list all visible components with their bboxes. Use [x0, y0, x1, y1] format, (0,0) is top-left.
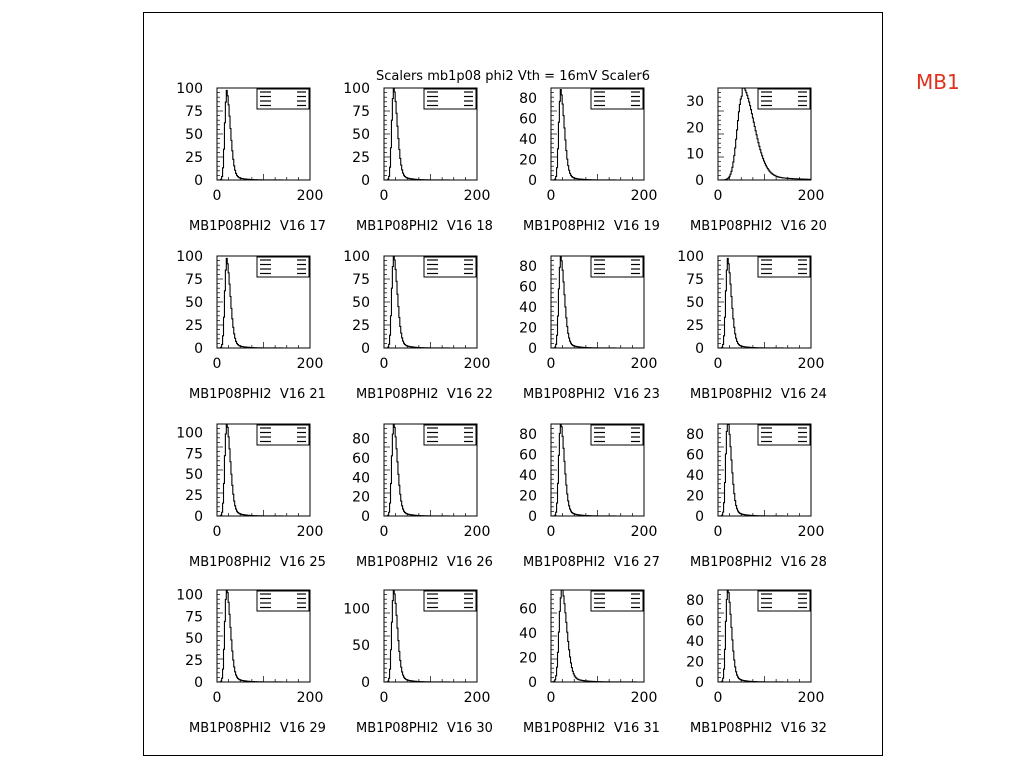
x-tick-label: 200 — [296, 356, 324, 372]
x-tick-label: 200 — [296, 690, 324, 706]
histogram-label: MB1P08PHI2 V16 30 — [356, 721, 493, 736]
y-tick-label: 50 — [352, 638, 370, 655]
y-tick-label: 75 — [185, 272, 203, 288]
x-tick-label: 0 — [546, 690, 556, 706]
x-tick-label: 200 — [463, 690, 491, 706]
y-tick-label: 80 — [519, 91, 537, 108]
histogram-panel — [677, 249, 827, 402]
y-tick-label: 0 — [361, 509, 370, 525]
x-tick-label: 0 — [713, 524, 723, 540]
y-tick-label: 20 — [352, 489, 370, 506]
y-tick-label: 40 — [519, 625, 537, 642]
y-tick-label: 0 — [361, 341, 370, 357]
histogram-label: MB1P08PHI2 V16 24 — [690, 387, 827, 402]
histogram-panel — [686, 590, 827, 736]
histogram-panel — [343, 590, 493, 736]
y-tick-label: 40 — [519, 132, 537, 149]
y-tick-label: 25 — [686, 318, 704, 334]
y-tick-label: 75 — [185, 446, 203, 463]
y-tick-label: 75 — [185, 609, 203, 626]
histogram-panel — [519, 590, 660, 736]
y-tick-label: 80 — [686, 427, 704, 444]
histogram-panel — [686, 88, 827, 234]
y-tick-label: 50 — [185, 467, 203, 484]
y-tick-label: 20 — [686, 120, 704, 137]
histogram-label: MB1P08PHI2 V16 19 — [523, 219, 660, 234]
y-tick-label: 25 — [185, 318, 203, 334]
histogram-label: MB1P08PHI2 V16 22 — [356, 387, 493, 402]
y-tick-label: 0 — [528, 509, 537, 525]
x-tick-label: 200 — [296, 188, 324, 204]
y-tick-label: 0 — [194, 675, 203, 691]
x-tick-label: 0 — [713, 356, 723, 372]
y-tick-label: 25 — [185, 488, 203, 505]
x-tick-label: 200 — [463, 356, 491, 372]
histogram-panel — [176, 424, 326, 570]
y-tick-label: 0 — [361, 675, 370, 691]
histogram-label: MB1P08PHI2 V16 31 — [523, 721, 660, 736]
histogram-label: MB1P08PHI2 V16 18 — [356, 219, 493, 234]
y-tick-label: 30 — [686, 94, 704, 111]
x-tick-label: 200 — [797, 524, 825, 540]
y-tick-label: 100 — [176, 587, 203, 604]
y-tick-label: 40 — [352, 470, 370, 487]
y-tick-label: 80 — [352, 431, 370, 448]
y-tick-label: 50 — [185, 295, 203, 311]
y-tick-label: 20 — [519, 488, 537, 505]
y-tick-label: 60 — [519, 601, 537, 618]
x-tick-label: 0 — [212, 690, 222, 706]
y-tick-label: 60 — [519, 447, 537, 464]
x-tick-label: 0 — [379, 524, 389, 540]
y-tick-label: 20 — [519, 650, 537, 667]
y-tick-label: 0 — [695, 509, 704, 525]
figure-title: Scalers mb1p08 phi2 Vth = 16mV Scaler6 — [375, 69, 651, 84]
x-tick-label: 0 — [379, 188, 389, 204]
x-tick-label: 200 — [630, 690, 658, 706]
y-tick-label: 50 — [185, 631, 203, 648]
y-tick-label: 50 — [185, 127, 203, 143]
histogram-panel — [176, 249, 326, 402]
histogram-panel — [176, 587, 326, 736]
histogram-panel — [343, 81, 493, 234]
histogram-label: MB1P08PHI2 V16 25 — [189, 555, 326, 570]
y-tick-label: 50 — [686, 295, 704, 311]
y-tick-label: 75 — [352, 104, 370, 120]
y-tick-label: 0 — [695, 173, 704, 189]
y-tick-label: 40 — [686, 468, 704, 485]
y-tick-label: 40 — [519, 468, 537, 485]
histogram-panel — [519, 424, 660, 570]
y-tick-label: 75 — [686, 272, 704, 288]
x-tick-label: 0 — [546, 188, 556, 204]
y-tick-label: 20 — [686, 488, 704, 505]
x-tick-label: 200 — [463, 188, 491, 204]
y-tick-label: 0 — [361, 173, 370, 189]
y-tick-label: 25 — [185, 653, 203, 670]
histogram-panel — [519, 88, 660, 234]
y-tick-label: 75 — [185, 104, 203, 120]
y-tick-label: 60 — [519, 279, 537, 296]
y-tick-label: 20 — [686, 654, 704, 671]
y-tick-label: 20 — [519, 152, 537, 169]
y-tick-label: 0 — [194, 509, 203, 525]
x-tick-label: 0 — [713, 690, 723, 706]
y-tick-label: 50 — [352, 295, 370, 311]
x-tick-label: 200 — [463, 524, 491, 540]
x-tick-label: 200 — [797, 356, 825, 372]
histogram-panel — [352, 424, 493, 570]
histogram-label: MB1P08PHI2 V16 23 — [523, 387, 660, 402]
y-tick-label: 60 — [352, 450, 370, 467]
y-tick-label: 100 — [343, 81, 370, 97]
x-tick-label: 200 — [630, 188, 658, 204]
x-tick-label: 200 — [797, 690, 825, 706]
y-tick-label: 0 — [695, 341, 704, 357]
x-tick-label: 0 — [212, 356, 222, 372]
histogram-panel — [686, 424, 827, 570]
x-tick-label: 200 — [630, 524, 658, 540]
histogram-label: MB1P08PHI2 V16 29 — [189, 721, 326, 736]
histogram-label: MB1P08PHI2 V16 20 — [690, 219, 827, 234]
y-tick-label: 25 — [352, 318, 370, 334]
y-tick-label: 40 — [519, 300, 537, 317]
y-tick-label: 10 — [686, 146, 704, 163]
y-tick-label: 50 — [352, 127, 370, 143]
y-tick-label: 100 — [677, 249, 704, 265]
x-tick-label: 0 — [212, 188, 222, 204]
y-tick-label: 20 — [519, 320, 537, 337]
histogram-panel — [176, 81, 326, 234]
y-tick-label: 0 — [528, 173, 537, 189]
y-tick-label: 80 — [519, 427, 537, 444]
y-tick-label: 0 — [194, 173, 203, 189]
y-tick-label: 0 — [194, 341, 203, 357]
y-tick-label: 100 — [176, 425, 203, 442]
y-tick-label: 100 — [176, 81, 203, 97]
histogram-label: MB1P08PHI2 V16 27 — [523, 555, 660, 570]
histogram-panel — [343, 249, 493, 402]
y-tick-label: 60 — [519, 111, 537, 128]
y-tick-label: 100 — [343, 249, 370, 265]
x-tick-label: 0 — [546, 524, 556, 540]
y-tick-label: 60 — [686, 613, 704, 630]
histogram-label: MB1P08PHI2 V16 26 — [356, 555, 493, 570]
y-tick-label: 100 — [343, 601, 370, 618]
y-tick-label: 75 — [352, 272, 370, 288]
histogram-panel — [519, 256, 660, 402]
page-tag: MB1 — [916, 70, 960, 94]
y-tick-label: 80 — [686, 593, 704, 610]
histogram-label: MB1P08PHI2 V16 21 — [189, 387, 326, 402]
y-tick-label: 80 — [519, 259, 537, 276]
x-tick-label: 200 — [630, 356, 658, 372]
histogram-label: MB1P08PHI2 V16 17 — [189, 219, 326, 234]
x-tick-label: 0 — [379, 356, 389, 372]
y-tick-label: 0 — [695, 675, 704, 691]
x-tick-label: 0 — [546, 356, 556, 372]
y-tick-label: 25 — [352, 150, 370, 166]
x-tick-label: 0 — [713, 188, 723, 204]
x-tick-label: 200 — [296, 524, 324, 540]
y-tick-label: 60 — [686, 447, 704, 464]
y-tick-label: 100 — [176, 249, 203, 265]
y-tick-label: 25 — [185, 150, 203, 166]
x-tick-label: 200 — [797, 188, 825, 204]
y-tick-label: 0 — [528, 675, 537, 691]
histogram-label: MB1P08PHI2 V16 28 — [690, 555, 827, 570]
y-tick-label: 40 — [686, 634, 704, 651]
y-tick-label: 0 — [528, 341, 537, 357]
x-tick-label: 0 — [212, 524, 222, 540]
x-tick-label: 0 — [379, 690, 389, 706]
histogram-label: MB1P08PHI2 V16 32 — [690, 721, 827, 736]
